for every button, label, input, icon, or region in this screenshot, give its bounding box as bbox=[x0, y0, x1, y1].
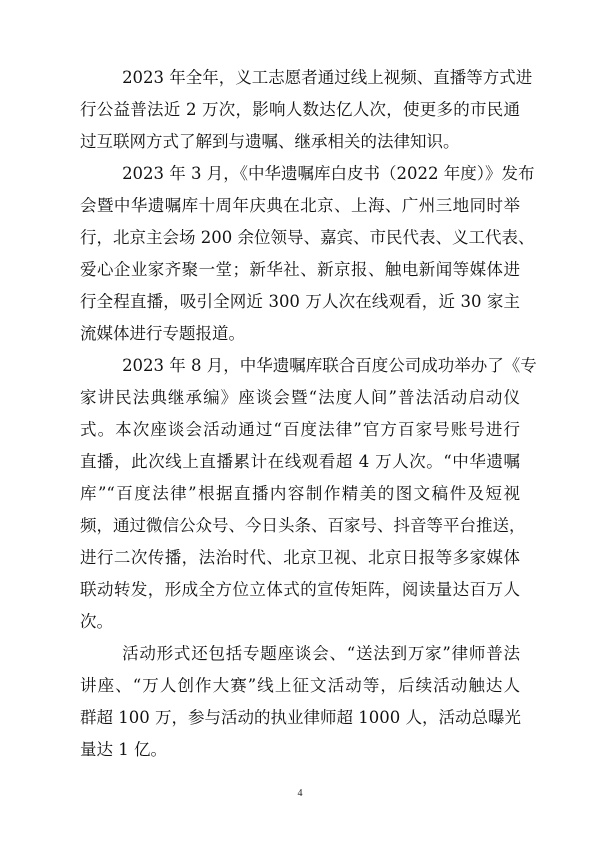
text-line: 行公益普法近 2 万次，影响人数达亿人次，使更多的市民通 bbox=[80, 100, 520, 119]
text-line: 行，北京主会场 200 余位领导、嘉宾、市民代表、义工代表、 bbox=[80, 228, 535, 247]
text-line: 直播，此次线上直播累计在线观看超 4 万人次。“中华遗嘱 bbox=[80, 452, 520, 471]
text-line: 群超 100 万，参与活动的执业律师超 1000 人，活动总曝光 bbox=[80, 708, 521, 727]
text-line: 讲座、“万人创作大赛”线上征文活动等，后续活动触达人 bbox=[80, 676, 520, 695]
text-line: 式。本次座谈会活动通过“百度法律”官方百家号账号进行 bbox=[80, 420, 520, 439]
text-line: 爱心企业家齐聚一堂；新华社、新京报、触电新闻等媒体进 bbox=[80, 260, 520, 279]
body-text bbox=[80, 62, 537, 766]
text-line: 行全程直播，吸引全网近 300 万人次在线观看，近 30 家主 bbox=[80, 292, 520, 311]
text-line: 会暨中华遗嘱库十周年庆典在北京、上海、广州三地同时举 bbox=[80, 196, 520, 215]
text-line: 频，通过微信公众号、今日头条、百家号、抖音等平台推送， bbox=[80, 516, 526, 535]
text-line: 过互联网方式了解到与遗嘱、继承相关的法律知识。 bbox=[80, 132, 460, 151]
text-line: 活动形式还包括专题座谈会、“送法到万家”律师普法 bbox=[122, 644, 520, 663]
paragraph bbox=[80, 638, 520, 766]
text-line: 次。 bbox=[80, 612, 113, 631]
text-line: 2023 年全年，义工志愿者通过线上视频、直播等方式进 bbox=[122, 68, 533, 87]
text-line: 进行二次传播，法治时代、北京卫视、北京日报等多家媒体 bbox=[80, 548, 520, 567]
paragraph bbox=[80, 350, 537, 638]
paragraph bbox=[80, 158, 535, 350]
text-line: 量达 1 亿。 bbox=[80, 740, 167, 759]
text-line: 联动转发，形成全方位立体式的宣传矩阵，阅读量达百万人 bbox=[80, 580, 520, 599]
paragraph bbox=[80, 62, 533, 158]
text-line: 流媒体进行专题报道。 bbox=[80, 324, 245, 343]
text-line: 家讲民法典继承编》座谈会暨“法度人间”普法活动启动仪 bbox=[80, 388, 520, 407]
text-line: 库”“百度法律”根据直播内容制作精美的图文稿件及短视 bbox=[80, 484, 520, 503]
text-line: 2023 年 8 月，中华遗嘱库联合百度公司成功举办了《专 bbox=[122, 356, 537, 375]
page-number: 4 bbox=[297, 788, 303, 799]
text-line: 2023 年 3 月，《中华遗嘱库白皮书（2022 年度）》发布 bbox=[122, 164, 535, 183]
